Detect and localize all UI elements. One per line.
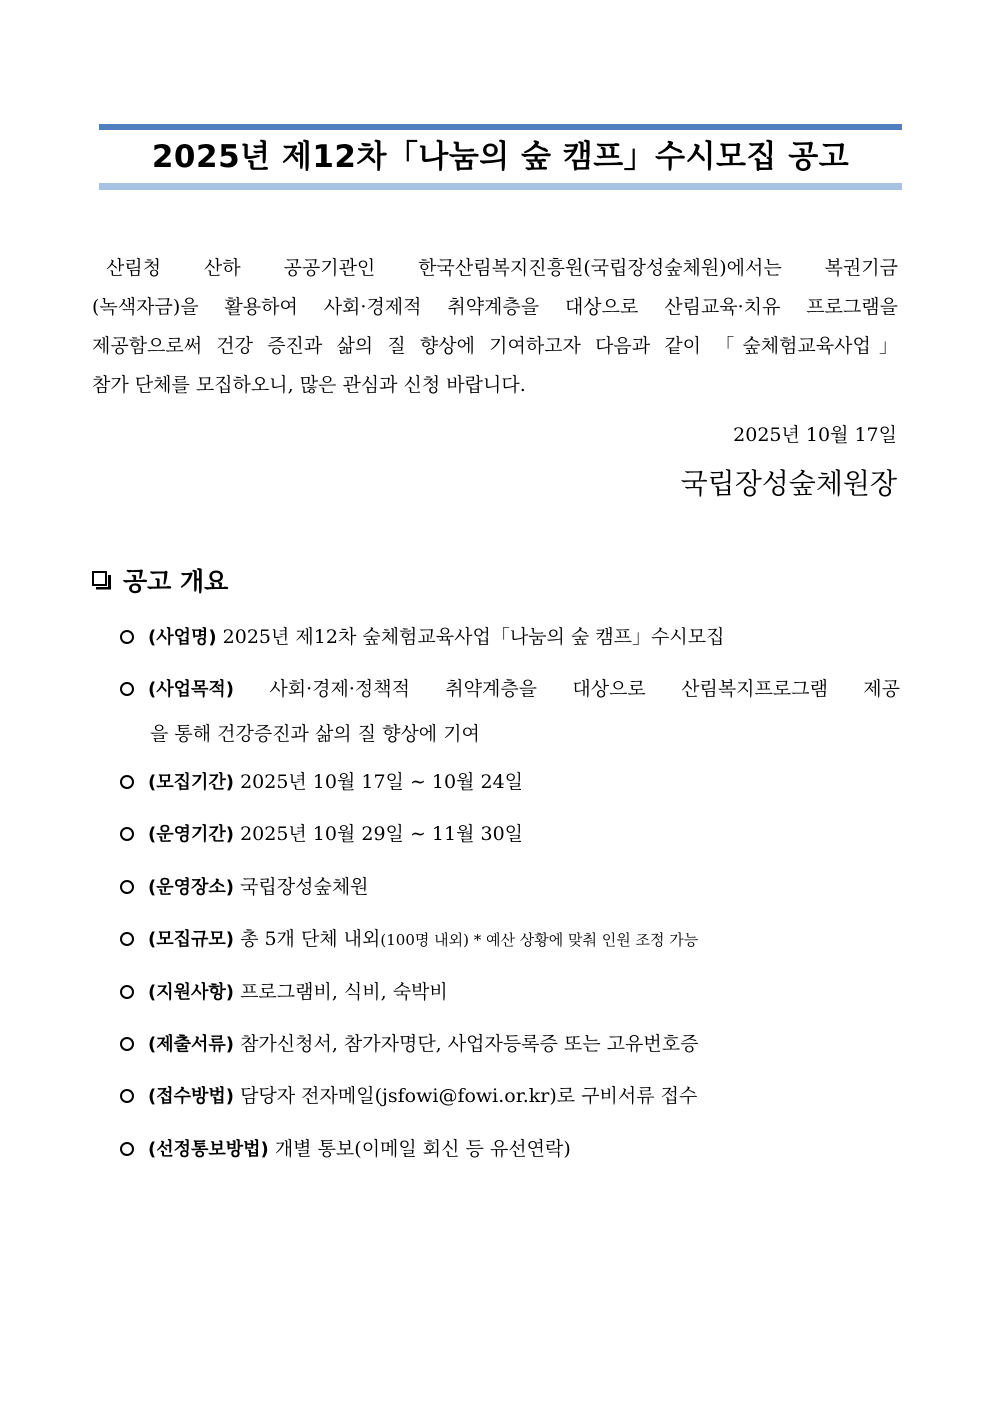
circle-bullet-icon [120,985,134,999]
circle-bullet-icon [120,682,134,696]
item-label: (모집규모) [148,929,235,950]
item-value: 사회·경제·정책적 취약계층을 대상으로 산림복지프로그램 제공 [269,678,900,700]
checkbox-icon [92,571,111,590]
item-label: (선정통보방법) [148,1139,269,1160]
circle-bullet-icon [120,1142,134,1156]
title-bottom-rule [99,183,902,190]
item-note: (100명 내외) * 예산 상황에 맞춰 인원 조정 가능 [380,931,699,949]
intro-line: 산림청 산하 공공기관인 한국산림복지진흥원(국립장성숲체원)에서는 복권기금 [106,257,898,279]
circle-bullet-icon [120,1037,134,1051]
section-heading-text: 공고 개요 [123,567,229,596]
circle-bullet-icon [120,1089,134,1103]
intro-paragraph [92,249,898,405]
item-value: 2025년 제12차 숲체험교육사업「나눔의 숲 캠프」수시모집 [222,626,725,648]
item-label: (접수방법) [148,1086,235,1107]
title-top-rule [99,124,902,130]
item-value: 2025년 10월 29일 ∼ 11월 30일 [240,823,524,845]
item-label: (제출서류) [148,1034,235,1055]
section-heading [92,560,228,600]
item-value: 참가신청서, 참가자명단, 사업자등록증 또는 고유번호증 [240,1033,699,1055]
item-label: (모집기간) [148,772,235,793]
circle-bullet-icon [120,932,134,946]
circle-bullet-icon [120,630,134,644]
item-label: (지원사항) [148,982,235,1003]
item-value: 프로그램비, 식비, 숙박비 [240,981,448,1003]
page-title: 2025년 제12차「나눔의 숲 캠프」수시모집 공고 [151,139,850,175]
item-label: (운영장소) [148,877,235,898]
intro-line: 제공함으로써 건강 증진과 삶의 질 향상에 기여하고자 다음과 같이 「숲체험교육사업」 [92,335,898,357]
item-label: (사업목적) [148,679,235,700]
intro-line: (녹색자금)을 활용하여 사회·경제적 취약계층을 대상으로 산림교육·치유 프로그램을 [92,296,898,318]
item-value: 담당자 전자메일(jsfowi@fowi.or.kr)로 구비서류 접수 [240,1085,698,1107]
circle-bullet-icon [120,880,134,894]
notice-date: 2025년 10월 17일 [733,424,897,446]
intro-line: 참가 단체를 모집하오니, 많은 관심과 신청 바랍니다. [92,374,526,396]
item-value-continued: 을 통해 건강증진과 삶의 질 향상에 기여 [150,723,480,745]
item-label: (운영기간) [148,824,235,845]
item-value: 국립장성숲체원 [240,876,369,898]
item-value: 개별 통보(이메일 회신 등 유선연락) [274,1138,571,1160]
circle-bullet-icon [120,775,134,789]
circle-bullet-icon [120,827,134,841]
item-value: 총 5개 단체 내외 [240,928,381,950]
item-label: (사업명) [148,627,217,648]
notice-issuer: 국립장성숲체원장 [680,467,897,500]
item-value: 2025년 10월 17일 ∼ 10월 24일 [240,771,524,793]
